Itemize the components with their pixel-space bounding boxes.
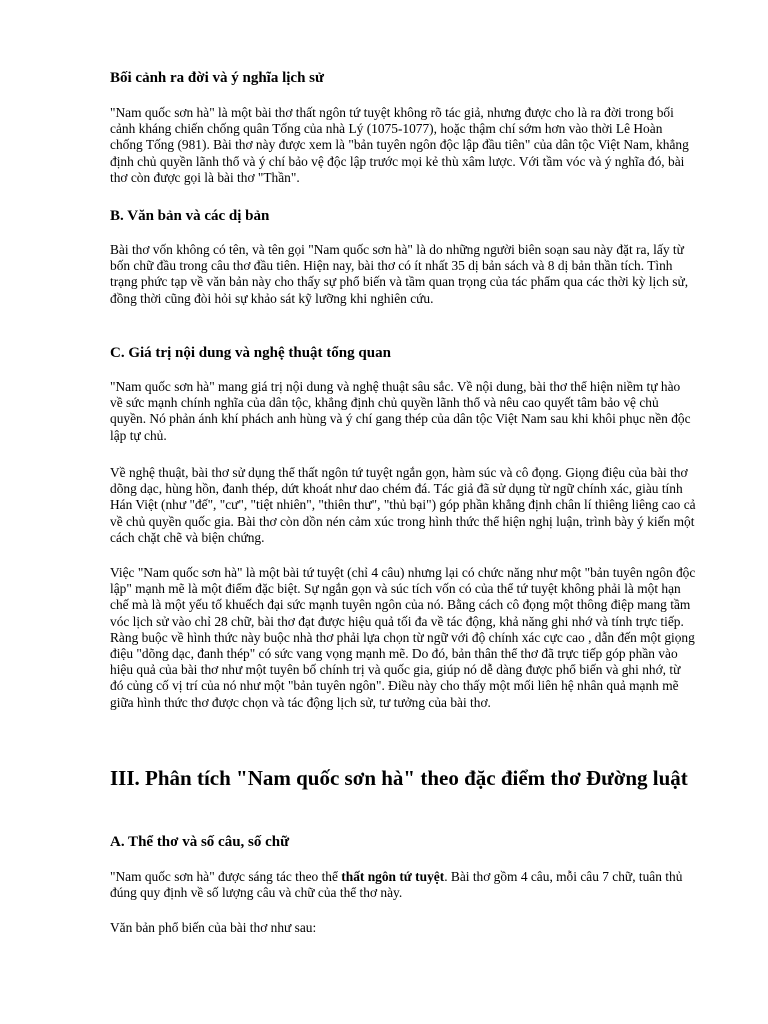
paragraph-quatrain-significance: Việc "Nam quốc sơn hà" là một bài tứ tuyệt (chỉ 4 câu) nhưng lại có chức năng như một "bản tuyên ngôn độc lập" mạnh mẽ là một điểm đặc biệt. Sự ngắn gọn và súc tích vốn có của thể tứ tuyệt không phải là một hạn chế mà là một yếu tố khuếch đại sức mạnh tuyên ngôn của nó. Bằng cách cô đọng một thông điệp mang tầm vóc lịch sử vào chỉ 28 chữ, bài thơ đạt được hiệu quả tối đa về tác động, khả năng ghi nhớ và tính trực tiếp. Ràng buộc về hình thức này buộc nhà thơ phải lựa chọn từ ngữ với độ chính xác cực cao , dẫn đến một giọng điệu "dõng dạc, đanh thép" có sức vang vọng mạnh mẽ. Do đó, bản thân thể thơ đã trực tiếp góp phần vào hiệu quả của bài thơ như một tuyên bố chính trị và quốc gia, giúp nó dễ dàng được phổ biến và ghi nhớ, từ đó củng cố vị trí của nó như một "bản tuyên ngôn". Điều này cho thấy một mối liên hệ nhân quả mạnh mẽ giữa hình thức thơ được chọn và tác động lịch sử, tư tưởng của bài thơ. [110,565,696,710]
form-name-bold: thất ngôn tứ tuyệt [341,869,445,884]
chapter-heading-tang-analysis: III. Phân tích "Nam quốc sơn hà" theo đặc điểm thơ Đường luật [110,766,688,790]
section-heading-form-count: A. Thể thơ và số câu, số chữ [110,834,290,850]
paragraph-popular-version-intro: Văn bản phổ biến của bài thơ như sau: [110,920,317,935]
section-heading-historical-context: Bối cảnh ra đời và ý nghĩa lịch sử [110,70,325,86]
section-heading-text-variants: B. Văn bản và các dị bản [110,208,270,224]
paragraph-content-value: "Nam quốc sơn hà" mang giá trị nội dung và nghệ thuật sâu sắc. Về nội dung, bài thơ thể hiện niềm tự hào về sức mạnh chính nghĩa của dân tộc, khẳng định chủ quyền lãnh thổ và nêu cao quyết tâm bảo vệ chủ quyền. Nó phản ánh khí phách anh hùng và ý chí gang thép của dân tộc Việt Nam sau khi khôi phục nền độc lập tự chủ. [110,379,691,443]
form-count-text-end: . Bài thơ gồm 4 câu, mỗi câu 7 chữ, tuân thủ đúng quy định về số lượng câu và chữ của thể thơ này. [110,869,683,901]
paragraph-art-value: Về nghệ thuật, bài thơ sử dụng thể thất ngôn tứ tuyệt ngắn gọn, hàm súc và cô đọng. Giọng điệu của bài thơ dõng dạc, hùng hồn, đanh thép, dứt khoát như dao chém đá. Tác giả đã sử dụng từ ngữ chính xác, giàu tính Hán Việt (như "đế", "cư", "tiệt nhiên", "thiên thư", "thủ bại") góp phần khẳng định chân lí thiêng liêng cao cả về chủ quyền quốc gia. Bài thơ còn dồn nén cảm xúc trong hình thức thể hiện nghị luận, trình bày ý kiến một cách chặt chẽ và biện chứng. [110,465,696,545]
paragraph-text-variants: Bài thơ vốn không có tên, và tên gọi "Nam quốc sơn hà" là do những người biên soạn sau này đặt ra, lấy từ bốn chữ đầu trong câu thơ đầu tiên. Hiện nay, bài thơ có ít nhất 35 dị bản sách và 8 dị bản thần tích. Tình trạng phức tạp về văn bản này cho thấy sự phổ biến và tầm quan trọng của tác phẩm qua các thời kỳ lịch sử, đồng thời cũng đòi hỏi sự khảo sát kỹ lưỡng khi nghiên cứu. [110,242,689,306]
section-heading-content-art-value: C. Giá trị nội dung và nghệ thuật tổng quan [110,345,391,361]
paragraph-historical-context: "Nam quốc sơn hà" là một bài thơ thất ngôn tứ tuyệt không rõ tác giả, nhưng được cho là ra đời trong bối cảnh kháng chiến chống quân Tống của nhà Lý (1075-1077), hoặc thậm chí sớm hơn vào thời Lê Hoàn chống Tống (981). Bài thơ này được xem là "bản tuyên ngôn độc lập đầu tiên" của dân tộc Việt Nam, khẳng định chủ quyền lãnh thổ và ý chí bảo vệ độc lập trước mọi kẻ thù xâm lược. Với tầm vóc và ý nghĩa đó, bài thơ còn được gọi là bài thơ "Thần". [110,105,689,185]
paragraph-form-count [110,869,696,901]
form-count-text-start: "Nam quốc sơn hà" được sáng tác theo thể [110,869,342,884]
